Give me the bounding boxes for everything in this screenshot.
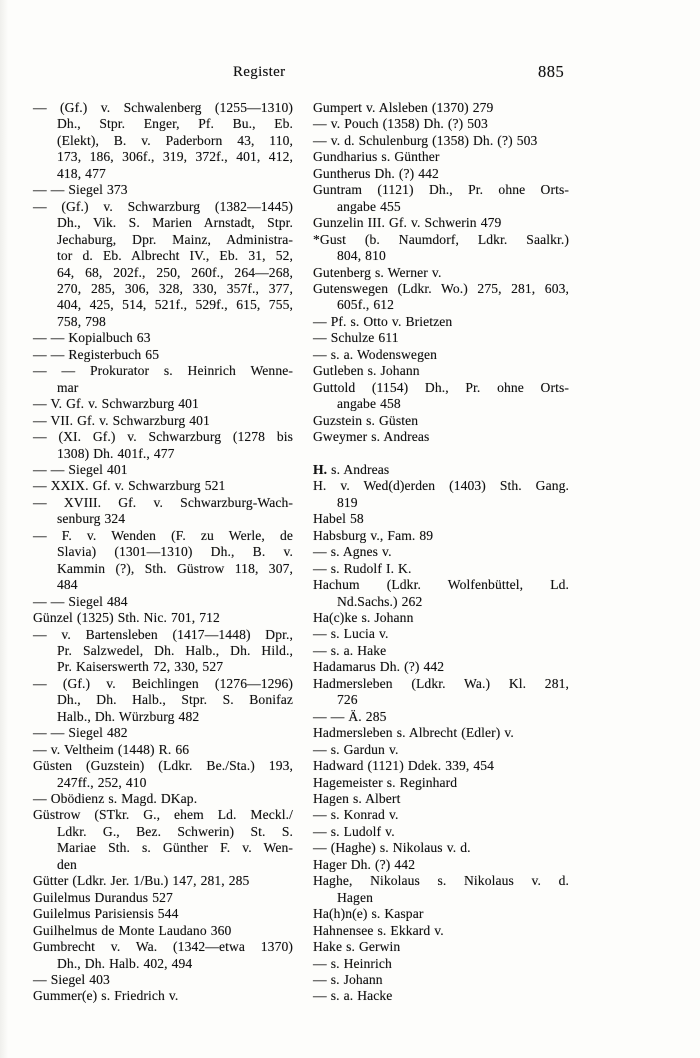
index-entry-line: — — Siegel 373 xyxy=(33,182,128,198)
index-entry xyxy=(33,330,293,346)
index-entry xyxy=(313,807,569,823)
index-entry-line: Mariae Sth. s. Günther F. v. Wen- xyxy=(57,840,293,856)
index-entry xyxy=(313,857,569,873)
index-entry-line: Guzstein s. Güsten xyxy=(313,412,419,428)
index-entry xyxy=(313,116,569,132)
index-entry-line: Gütter (Ldkr. Jer. 1/Bu.) 147, 281, 285 xyxy=(33,873,250,889)
index-entry-line: — s. Rudolf I. K. xyxy=(313,560,412,576)
index-entry-line: tor d. Eb. Albrecht IV., Eb. 31, 52, xyxy=(57,248,293,264)
index-entry xyxy=(313,610,569,626)
page-number: 885 xyxy=(538,62,565,81)
index-entry-line: Gweymer s. Andreas xyxy=(313,429,430,445)
index-entry-line: — v. Pouch (1358) Dh. (?) 503 xyxy=(313,116,488,132)
index-entry-line: angabe 455 xyxy=(337,198,401,214)
index-entry-line: 173, 186, 306f., 319, 372f., 401, 412, xyxy=(57,149,293,165)
index-entry-line: Dh., Vik. S. Marien Arnstadt, Stpr. xyxy=(57,215,293,231)
index-entry xyxy=(33,429,293,462)
index-entry-line: — — Ä. 285 xyxy=(313,708,387,724)
index-entry-line: Ha(h)n(e) s. Kaspar xyxy=(313,906,424,922)
index-entry-line: Güstrow (STkr. G., ehem Ld. Meckl./ xyxy=(33,807,293,823)
index-entry-line: — (Haghe) s. Nikolaus v. d. xyxy=(313,840,471,856)
index-entry-line: Hadmersleben s. Albrecht (Edler) v. xyxy=(313,725,514,741)
index-entry xyxy=(33,182,293,198)
index-entry-line: — s. a. Hake xyxy=(313,642,387,658)
index-entry xyxy=(313,626,569,642)
index-entry xyxy=(313,149,569,165)
index-entry-line: Ldkr. G., Bez. Schwerin) St. S. xyxy=(57,823,293,839)
index-entry-line: senburg 324 xyxy=(57,511,126,527)
index-entry-line: Guntherus Dh. (?) 442 xyxy=(313,165,439,181)
index-entry xyxy=(313,725,569,741)
index-entry xyxy=(313,840,569,856)
index-entry-line: Guilhelmus de Monte Laudano 360 xyxy=(33,922,232,938)
index-entry-line: — Siegel 403 xyxy=(33,972,110,988)
index-entry xyxy=(33,594,293,610)
index-entry-line: Ha(c)ke s. Johann xyxy=(313,610,414,626)
index-entry-line: — — Registerbuch 65 xyxy=(33,346,160,362)
index-entry xyxy=(33,906,293,922)
index-entry-line: Günzel (1325) Sth. Nic. 701, 712 xyxy=(33,610,220,626)
index-entry xyxy=(33,807,293,873)
index-entry xyxy=(313,215,569,231)
index-entry-line: 270, 285, 306, 328, 330, 357f., 377, xyxy=(57,280,293,296)
index-entry xyxy=(313,758,569,774)
index-entry-line: — s. a. Hacke xyxy=(313,988,393,1004)
index-entry xyxy=(33,199,293,331)
index-entry xyxy=(313,923,569,939)
index-entry-line: — s. Johann xyxy=(313,972,383,987)
running-title: Register xyxy=(233,64,286,80)
index-entry-line: H. s. Andreas xyxy=(313,461,390,477)
index-entry xyxy=(33,478,293,494)
index-entry-line: Hagen s. Albert xyxy=(313,791,401,807)
index-entry xyxy=(313,906,569,922)
index-entry-line: Dh., Dh. Halb., Stpr. S. Bonifaz xyxy=(57,692,293,708)
index-entry xyxy=(313,775,569,791)
index-entry-line: *Gust (b. Naumdorf, Ldkr. Saalkr.) xyxy=(313,231,569,247)
index-entry-line: — (XI. Gf.) v. Schwarzburg (1278 bis xyxy=(33,429,293,445)
index-entry-line: Pr. Salzwedel, Dh. Halb., Dh. Hild., xyxy=(57,642,293,658)
index-entry xyxy=(313,511,569,527)
index-entry-line: Kammin (?), Sth. Güstrow 118, 307, xyxy=(57,560,293,576)
index-entry-line: Hadamarus Dh. (?) 442 xyxy=(313,659,445,675)
index-entry-line: Nd.Sachs.) 262 xyxy=(337,593,423,609)
index-entry-line: — — Siegel 482 xyxy=(33,725,128,741)
index-entry-line: 804, 810 xyxy=(337,248,386,264)
index-entry-line: Guntram (1121) Dh., Pr. ohne Orts- xyxy=(313,182,569,198)
index-entry-line: mar xyxy=(57,379,79,395)
index-entry-line: Halb., Dh. Würzburg 482 xyxy=(57,708,200,724)
index-entry-line: Gutenswegen (Ldkr. Wo.) 275, 281, 603, xyxy=(313,280,569,296)
index-entry xyxy=(33,791,293,807)
index-entry xyxy=(33,396,293,412)
index-entry xyxy=(33,347,293,363)
index-entry-line: Gunzelin III. Gf. v. Schwerin 479 xyxy=(313,215,502,231)
index-entry-line: — Schulze 611 xyxy=(313,330,399,346)
index-entry-line: Hahnensee s. Ekkard v. xyxy=(313,922,444,938)
index-entry xyxy=(313,577,569,610)
index-entry xyxy=(33,363,293,396)
index-entry-line: — (Gf.) v. Beichlingen (1276—1296) xyxy=(33,675,293,691)
index-entry xyxy=(313,166,569,182)
index-entry-line: 605f., 612 xyxy=(337,297,395,313)
index-entry-line: Hager Dh. (?) 442 xyxy=(313,856,416,872)
index-entry xyxy=(33,413,293,429)
index-entry-line: — F. v. Wenden (F. zu Werle, de xyxy=(33,527,293,543)
index-entry-line: — Obödienz s. Magd. DKap. xyxy=(33,791,198,807)
index-entry xyxy=(313,988,569,1004)
index-entry xyxy=(33,100,293,182)
index-entry-line: Gumbrecht v. Wa. (1342—etwa 1370) xyxy=(33,939,293,955)
index-entry xyxy=(313,100,569,116)
index-entry-line: 404, 425, 514, 521f., 529f., 615, 755, xyxy=(57,297,293,313)
index-entry-line: den xyxy=(57,856,77,872)
index-entry xyxy=(313,347,569,363)
index-entry xyxy=(33,725,293,741)
index-entry xyxy=(313,742,569,758)
index-entry xyxy=(33,972,293,988)
index-entry xyxy=(313,380,569,413)
index-entry-line: 726 xyxy=(337,692,358,708)
index-entry-line: — s. Agnes v. xyxy=(313,544,392,560)
index-column-left xyxy=(33,100,293,1005)
index-entry xyxy=(313,561,569,577)
index-entry-line: — v. d. Schulenburg (1358) Dh. (?) 503 xyxy=(313,132,538,148)
index-entry-line: — s. Lucia v. xyxy=(313,626,389,642)
index-entry-line: Haghe, Nikolaus s. Nikolaus v. d. xyxy=(313,873,569,889)
index-entry xyxy=(313,709,569,725)
index-entry-line: — s. Gardun v. xyxy=(313,741,399,757)
index-entry xyxy=(313,544,569,560)
index-entry-line: Gutenberg s. Werner v. xyxy=(313,264,442,280)
index-entry-line: — s. Heinrich xyxy=(313,955,392,971)
index-entry-line: angabe 458 xyxy=(337,396,401,412)
index-entry-line: — s. a. Wodenswegen xyxy=(313,346,437,362)
index-entry xyxy=(313,413,569,429)
index-entry xyxy=(313,281,569,314)
index-entry-line: Gumpert v. Alsleben (1370) 279 xyxy=(313,100,494,115)
index-entry-line: — s. Ludolf v. xyxy=(313,823,395,839)
index-entry-line: — s. Konrad v. xyxy=(313,807,399,823)
index-entry xyxy=(313,478,569,511)
index-entry xyxy=(313,676,569,709)
index-entry-line: Pr. Kaiserswerth 72, 330, 527 xyxy=(57,659,224,675)
index-entry-line: 819 xyxy=(337,494,358,510)
index-entry-line: Slavia) (1301—1310) Dh., B. v. xyxy=(57,544,293,560)
index-entry-line: Hake s. Gerwin xyxy=(313,939,401,955)
index-entry xyxy=(313,232,569,265)
index-entry-line: — (Gf.) v. Schwalenberg (1255—1310) xyxy=(33,100,293,115)
index-entry-line: Dh., Dh. Halb. 402, 494 xyxy=(57,955,193,971)
index-entry-line: Jechaburg, Dpr. Mainz, Administra- xyxy=(57,231,293,247)
index-entry-line: 418, 477 xyxy=(57,165,106,181)
index-entry xyxy=(313,182,569,215)
index-entry xyxy=(313,133,569,149)
index-entry-line: Habsburg v., Fam. 89 xyxy=(313,527,434,543)
index-entry xyxy=(313,462,569,478)
index-entry xyxy=(313,330,569,346)
index-entry-line: — — Kopialbuch 63 xyxy=(33,330,151,346)
index-entry xyxy=(33,528,293,594)
index-entry-line: Güsten (Guzstein) (Ldkr. Be./Sta.) 193, xyxy=(33,758,293,774)
index-entry xyxy=(313,643,569,659)
index-entry-line: — (Gf.) v. Schwarzburg (1382—1445) xyxy=(33,198,293,214)
index-entry-line: Hagemeister s. Reginhard xyxy=(313,774,458,790)
index-entry-line: 758, 798 xyxy=(57,313,106,329)
section-gap xyxy=(313,446,569,462)
index-entry-line: — v. Bartensleben (1417—1448) Dpr., xyxy=(33,626,293,642)
index-entry-line: 1308) Dh. 401f., 477 xyxy=(57,445,175,461)
index-entry-line: Gundharius s. Günther xyxy=(313,149,440,165)
index-entry xyxy=(33,890,293,906)
index-entry-line: — XXIX. Gf. v. Schwarzburg 521 xyxy=(33,478,226,494)
index-entry-line: Dh., Stpr. Enger, Pf. Bu., Eb. xyxy=(57,116,293,132)
index-entry-line: Guttold (1154) Dh., Pr. ohne Orts- xyxy=(313,379,569,395)
index-entry-line: 247ff., 252, 410 xyxy=(57,774,147,790)
index-entry-line: Habel 58 xyxy=(313,511,364,527)
index-entry xyxy=(33,923,293,939)
index-entry-line: Guilelmus Parisiensis 544 xyxy=(33,906,179,922)
index-entry xyxy=(313,363,569,379)
index-entry-line: 64, 68, 202f., 250, 260f., 264—268, xyxy=(57,264,293,280)
index-entry-line: Guilelmus Durandus 527 xyxy=(33,889,173,905)
index-entry-line: — — Siegel 484 xyxy=(33,593,128,609)
index-entry-line: — — Prokurator s. Heinrich Wenne- xyxy=(33,363,293,379)
index-entry-line: Gutleben s. Johann xyxy=(313,363,420,379)
index-entry xyxy=(33,742,293,758)
index-entry xyxy=(33,939,293,972)
index-entry xyxy=(313,939,569,955)
index-entry-line: — — Siegel 401 xyxy=(33,461,128,477)
index-entry xyxy=(33,758,293,791)
index-entry-line: — VII. Gf. v. Schwarzburg 401 xyxy=(33,412,210,428)
index-entry xyxy=(313,824,569,840)
index-entry xyxy=(313,429,569,445)
index-entry xyxy=(33,495,293,528)
index-entry xyxy=(33,610,293,626)
index-entry xyxy=(313,528,569,544)
index-entry-line: Hachum (Ldkr. Wolfenbüttel, Ld. xyxy=(313,577,569,593)
index-entry xyxy=(33,676,293,725)
index-entry-line: Hagen xyxy=(337,889,373,905)
index-entry xyxy=(33,462,293,478)
index-entry xyxy=(313,659,569,675)
index-entry-line: 484 xyxy=(57,577,78,593)
index-entry xyxy=(313,791,569,807)
index-entry xyxy=(313,265,569,281)
index-entry xyxy=(313,956,569,972)
index-entry xyxy=(313,972,569,988)
index-entry-line: — Pf. s. Otto v. Brietzen xyxy=(313,313,453,329)
index-entry xyxy=(33,873,293,889)
index-column-right xyxy=(313,100,569,1005)
index-entry xyxy=(33,988,293,1004)
index-entry-line: — v. Veltheim (1448) R. 66 xyxy=(33,741,190,757)
index-entry-line: Hadward (1121) Ddek. 339, 454 xyxy=(313,758,495,774)
index-entry-line: — V. Gf. v. Schwarzburg 401 xyxy=(33,396,199,412)
index-entry-line: (Elekt), B. v. Paderborn 43, 110, xyxy=(57,132,293,148)
index-entry-line: — XVIII. Gf. v. Schwarzburg-Wach- xyxy=(33,494,293,510)
index-entry xyxy=(33,627,293,676)
index-entry-line: Hadmersleben (Ldkr. Wa.) Kl. 281, xyxy=(313,675,569,691)
index-entry xyxy=(313,873,569,906)
index-entry-line: Gummer(e) s. Friedrich v. xyxy=(33,988,179,1004)
index-entry xyxy=(313,314,569,330)
index-entry-line: H. v. Wed(d)erden (1403) Sth. Gang. xyxy=(313,478,569,494)
